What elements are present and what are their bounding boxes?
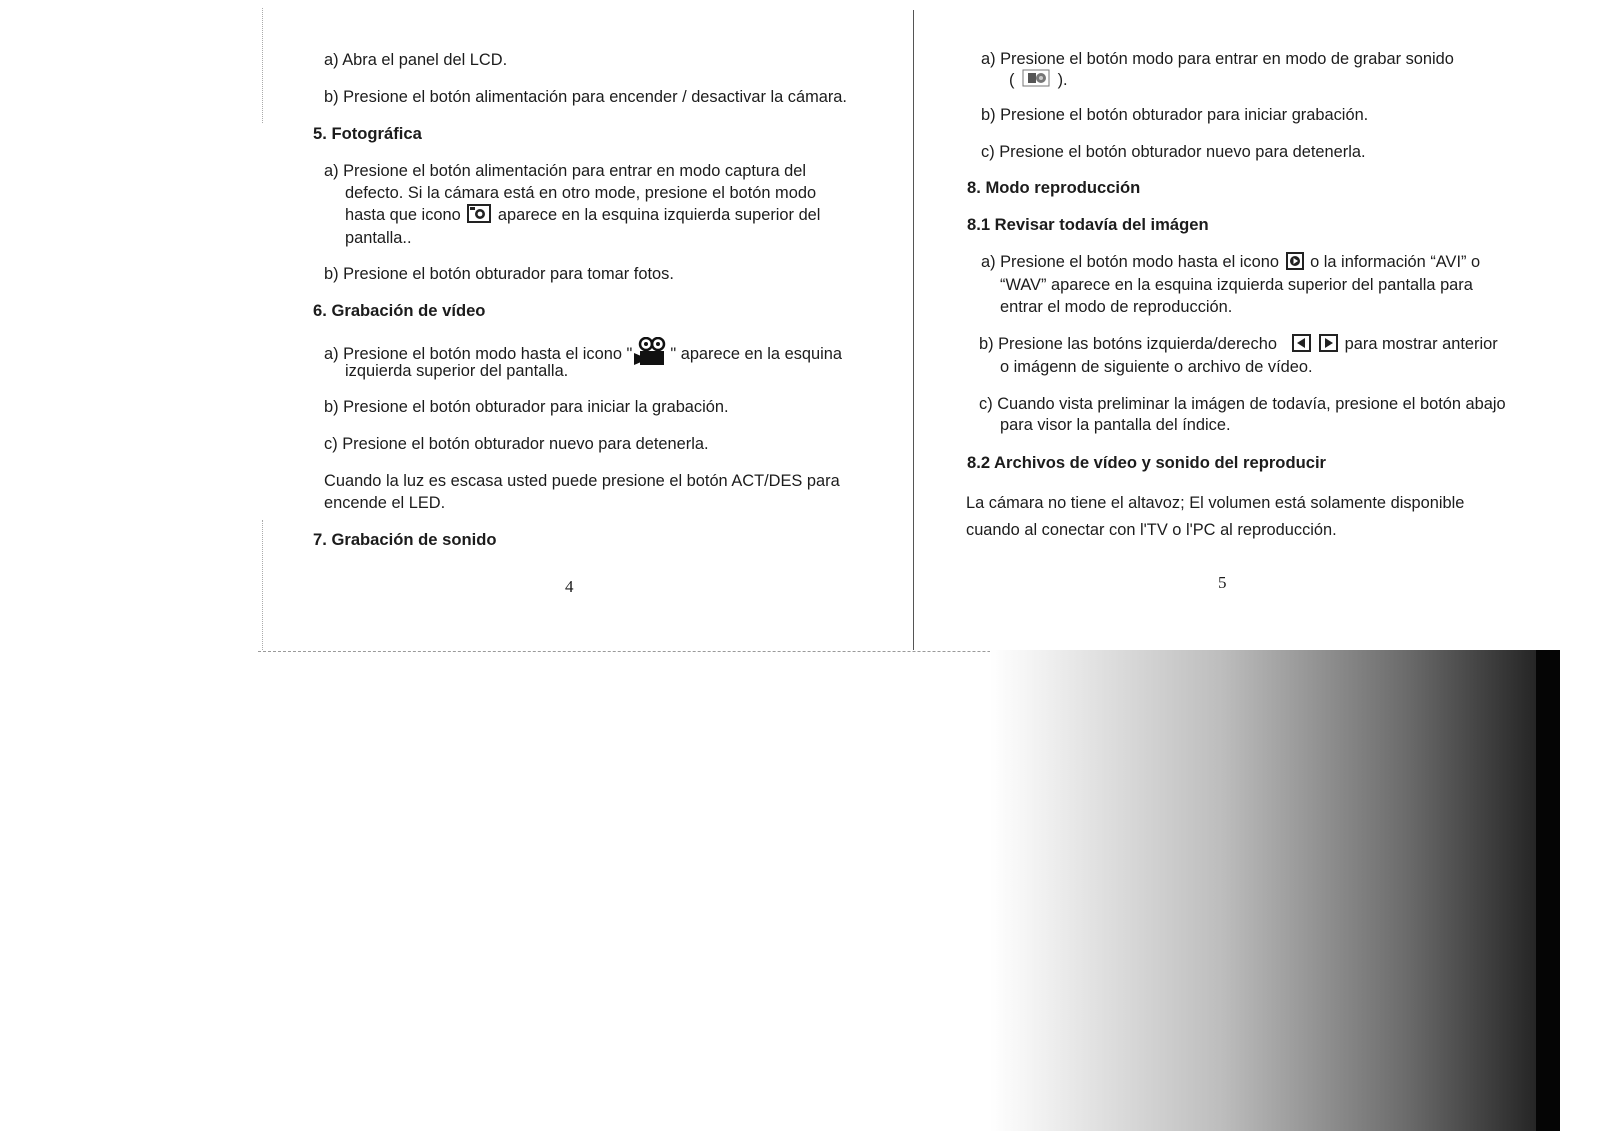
photo-step-a-text1: hasta que icono [345, 206, 461, 224]
video-step-b: b) Presione el botón obturador para iniciar la grabación. [324, 398, 729, 416]
page-number: 4 [565, 577, 574, 596]
review-step-b-line2: o imágenn de siguiente o archivo de vídeo. [1000, 358, 1313, 376]
scan-edge [1536, 650, 1560, 1131]
review-step-a-text1: a) Presione el botón modo hasta el icono [981, 253, 1279, 271]
scan-margin-mark [262, 8, 263, 123]
review-step-a-line2: “WAV” aparece en la esquina izquierda superior del pantalla para [1000, 276, 1473, 294]
video-step-a-text1: a) Presione el botón modo hasta el icono " [324, 345, 633, 363]
low-light-note-line2: encende el LED. [324, 494, 446, 512]
low-light-note-line1: Cuando la luz es escasa usted puede presione el botón ACT/DES para [324, 472, 840, 490]
right-arrow-icon [1319, 334, 1338, 359]
left-page [0, 0, 925, 665]
video-step-a-text2: " aparece en la esquina [670, 345, 842, 363]
photo-step-b: b) Presione el botón obturador para tomar fotos. [324, 265, 674, 283]
review-step-a-line3: entrar el modo de reproducción. [1000, 298, 1233, 316]
camera-mode-icon [467, 204, 491, 230]
photo-step-a-line2: defecto. Si la cámara está en otro mode, presione el botón modo [345, 184, 817, 202]
sound-step-a-open: ( [1009, 71, 1015, 89]
scan-margin [1560, 650, 1600, 1131]
video-camera-icon [634, 337, 668, 374]
photo-step-a-text2: aparece en la esquina izquierda superior del [497, 206, 821, 224]
review-step-c-line1: c) Cuando vista preliminar la imágen de todavía, presione el botón abajo [979, 395, 1506, 413]
photo-step-a-line4: pantalla.. [345, 229, 412, 247]
step-open-lcd: a) Abra el panel del LCD. [324, 51, 508, 69]
center-fold-line [913, 10, 914, 650]
sound-step-a-line1: a) Presione el botón modo para entrar en modo de grabar sonido [981, 50, 1454, 68]
right-page [925, 0, 1600, 665]
photo-step-a-line1: a) Presione el botón alimentación para entrar en modo captura del [324, 162, 806, 180]
scan-shadow [990, 650, 1600, 1131]
scan-margin-mark [262, 520, 263, 650]
heading-photographic: 5. Fotográfica [313, 124, 422, 143]
heading-video-recording: 6. Grabación de vídeo [313, 301, 486, 320]
sound-step-a-close: ). [1057, 71, 1068, 89]
heading-review-still-image: 8.1 Revisar todavía del imágen [967, 215, 1209, 234]
speaker-note-line2: cuando al conectar con l'TV o l'PC al reproducción. [966, 521, 1337, 539]
sound-record-icon [1021, 68, 1051, 95]
sound-step-b: b) Presione el botón obturador para iniciar grabación. [981, 106, 1369, 124]
review-step-c-line2: para visor la pantalla del índice. [1000, 416, 1231, 434]
page-number: 5 [1218, 573, 1227, 592]
heading-video-sound-playback: 8.2 Archivos de vídeo y sonido del reproducir [967, 453, 1327, 472]
review-step-b-text2: para mostrar anterior [1344, 335, 1498, 353]
video-step-c: c) Presione el botón obturador nuevo para detenerla. [324, 435, 709, 453]
review-step-a-text2: o la información “AVI” o [1310, 253, 1481, 271]
photo-step-a-line3 [345, 204, 820, 230]
sound-step-a-line2 [1009, 68, 1068, 95]
review-step-b-text1: b) Presione las botóns izquierda/derecho [979, 335, 1277, 353]
heading-sound-recording: 7. Grabación de sonido [313, 530, 497, 549]
video-step-a-line2: izquierda superior del pantalla. [345, 362, 569, 380]
speaker-note-line1: La cámara no tiene el altavoz; El volumen está solamente disponible [966, 494, 1465, 512]
heading-playback-mode: 8. Modo reproducción [967, 178, 1141, 197]
step-power-button: b) Presione el botón alimentación para encender / desactivar la cámara. [324, 88, 847, 106]
sound-step-c: c) Presione el botón obturador nuevo para detenerla. [981, 143, 1366, 161]
